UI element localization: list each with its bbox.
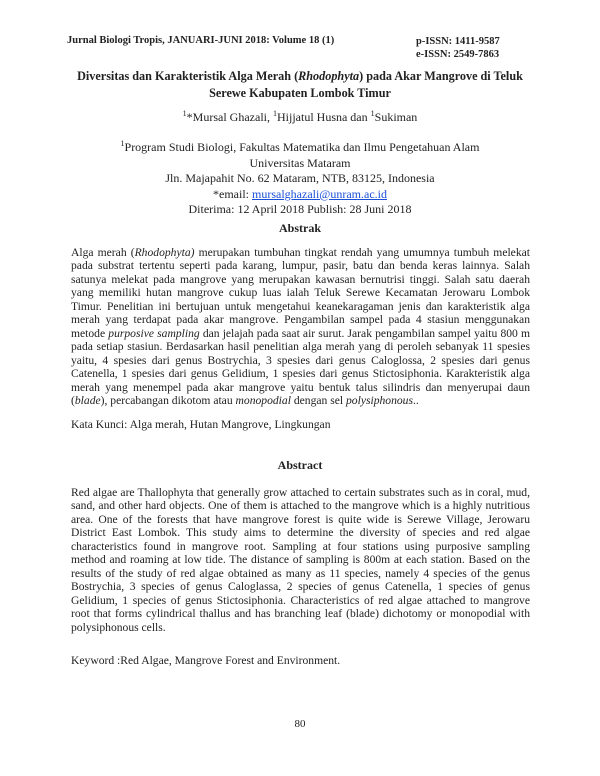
affiliation-line bbox=[60, 136, 540, 156]
abstrak-heading: Abstrak bbox=[278, 221, 321, 235]
email-link[interactable]: mursalghazali@unram.ac.id bbox=[252, 186, 387, 201]
page-number: 80 bbox=[294, 718, 306, 730]
abstrak-text: dengan sel bbox=[290, 393, 346, 407]
received-dates: Diterima: 12 April 2018 Publish: 28 Juni 2018 bbox=[188, 202, 412, 216]
abstrak-text: dan jelajah pada saat air surut. Jarak pengambilan sampel yaitu 800 m pada setiap stasiun. Berdasarkan hasil penelitian alga merah yang di peroleh sebanyak 11 spesies yaitu, 4 spesies dari genus Bostrychia, 3 spesies dari genus Caloglossa, 2 spesies dari genus Catenella, 1 spesies dari genus Gelidium, 1 spesies dari genus Stictosiphonia. Karakteristik alga merah yang menempel pada akar mangrove yaitu bentuk talus silindris dan menyerupai daun ( bbox=[71, 326, 531, 407]
eissn: e-ISSN: 2549-7863 bbox=[416, 49, 500, 60]
abstract-paragraph: Red algae are Thallophyta that generally grow attached to certain substrates such as in coral, mud, sand, and other hard objects. One of them is attached to the mangrove which is a highly nutritious area. One of the forests that have mangrove forest is quite wide is Serewe Village, Jerowaru District East Lombok. This study aims to determine the diversity of species and red algae characteristics found in mangrove root. Sampling at four stations using purposive sampling method and roaming at low tide. The distance of sampling is 800m at each station. Based on the results of the study of red algae obtained as many as 11 species, namely 4 species of the genus Bostrychia, 3 species of genus Caloglassa, 2 species of genus Catenella, 1 species of genus Gelidium, 1 species of genus Stictosiphonia. Characteristics of red algae attached to mangrove root that forms cylindrical thallus and has branching leaf (blade) dichotomy or monopodial with polysiphonous cells. bbox=[71, 486, 530, 634]
author-sup: 1 bbox=[182, 109, 187, 118]
abstrak-italic: polysiphonous bbox=[346, 393, 413, 407]
abstrak-paragraph bbox=[71, 246, 530, 407]
abstrak-text: .. bbox=[413, 393, 419, 407]
abstrak-text: Alga merah ( bbox=[71, 246, 135, 259]
title-italic: Rhodophyta bbox=[298, 69, 360, 83]
author-sup: 1 bbox=[272, 109, 277, 118]
abstrak-italic: purposive sampling bbox=[108, 326, 200, 340]
abstrak-text: ), percabangan dikotom atau bbox=[100, 393, 236, 407]
article-title bbox=[60, 68, 540, 102]
abstrak-italic: Rhodophyta) bbox=[134, 246, 195, 259]
author-name: Hijjatul Husna dan bbox=[276, 110, 371, 124]
author-name: Sukiman bbox=[374, 110, 418, 124]
journal-citation: Jurnal Biologi Tropis, JANUARI-JUNI 2018: Volume 18 (1) bbox=[67, 35, 335, 46]
abstrak-italic: blade bbox=[74, 393, 101, 407]
affiliation-university: Universitas Mataram bbox=[249, 155, 351, 170]
affiliation-address: Jln. Majapahit No. 62 Mataram, NTB, 83125, Indonesia bbox=[165, 171, 435, 185]
title-text-1: Diversitas dan Karakteristik Alga Merah ( bbox=[77, 69, 299, 83]
affiliation-block bbox=[60, 136, 540, 218]
email-label: *email: bbox=[213, 186, 252, 201]
title-text-2: ) pada Akar Mangrove di Teluk Serewe Kabupaten Lombok Timur bbox=[209, 69, 523, 100]
abstrak-text: merupakan tumbuhan tingkat rendah yang umumnya tumbuh melekat pada substrat tertentu seperti pada karang, lumpur, pasir, batu dan benda keras lainnya. Salah satunya melekat pada mangrove yang merupakan kawasan bernutrisi tinggi. Salah satu daerah yang memiliki hutan mangrove cukup luas ialah Teluk Serewe Kecamatan Jerowaru Lombok Timur. Penelitian ini bertujuan untuk mengetahui keanekaragaman jenis dan karakteristik alga merah yang terdapat pada akar mangrove. Pengambilan sampel pada 4 stasiun menggunakan metode bbox=[71, 246, 530, 340]
email-line bbox=[60, 187, 540, 203]
kata-kunci: Kata Kunci: Alga merah, Hutan Mangrove, Lingkungan bbox=[71, 418, 331, 431]
affiliation-program: Program Studi Biologi, Fakultas Matematika dan Ilmu Pengetahuan Alam bbox=[124, 140, 480, 154]
abstract-heading: Abstract bbox=[277, 458, 323, 472]
abstrak-italic: monopodial bbox=[235, 393, 291, 407]
author-name: *Mursal Ghazali, bbox=[186, 110, 273, 124]
issn-block bbox=[416, 35, 500, 61]
author-sup: 1 bbox=[370, 109, 375, 118]
keywords: Keyword :Red Algae, Mangrove Forest and Environment. bbox=[71, 654, 341, 667]
affiliation-sup: 1 bbox=[120, 139, 125, 148]
author-list bbox=[60, 109, 540, 125]
pissn: p-ISSN: 1411-9587 bbox=[416, 36, 500, 47]
